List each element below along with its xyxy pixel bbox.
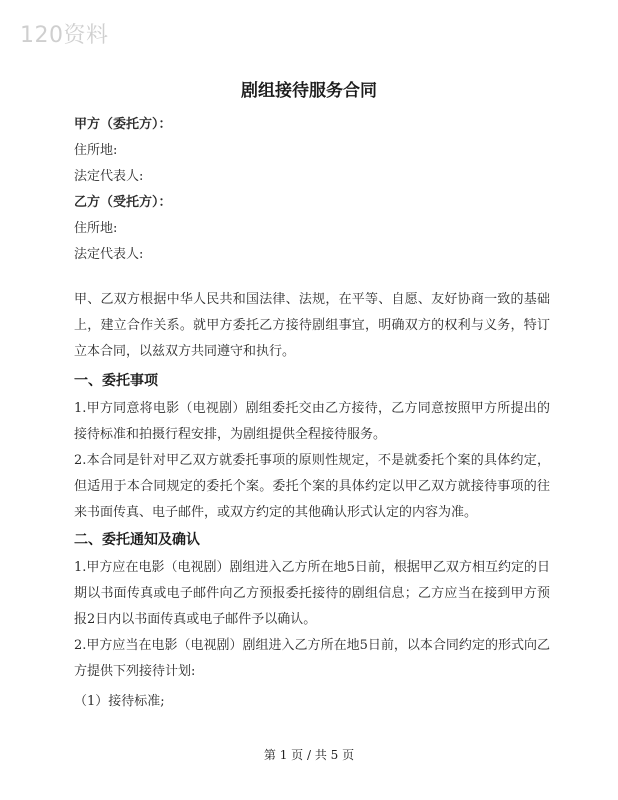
section-2-clause-2: 2.甲方应当在电影（电视剧）剧组进入乙方所在地5日前，以本合同约定的形式向乙方提供下列接待计划: <box>74 638 550 679</box>
party-b-heading: 乙方（受托方）： <box>74 195 172 210</box>
document-title: 剧组接待服务合同 <box>241 81 377 101</box>
section-2-clause-1: 1.甲方应在电影（电视剧）剧组进入乙方所在地5日前，根据甲乙双方相互约定的日期以书面传真或电子邮件向乙方预报委托接待的剧组信息；乙方应当在接到甲方预报2日内以书面传真或电子邮件予以确认。 <box>74 560 550 627</box>
party-a-representative-label: 法定代表人: <box>74 169 144 184</box>
section-2-heading: 二、委托通知及确认 <box>74 532 200 548</box>
page-footer: 第 1 页 / 共 5 页 <box>263 748 355 762</box>
intro-paragraph: 甲、乙双方根据中华人民共和国法律、法规，在平等、自愿、友好协商一致的基础上，建立合作关系。就甲方委托乙方接待剧组事宜，明确双方的权利与义务，特订立本合同，以兹双方共同遵守和执行。 <box>74 292 550 359</box>
party-a-address-label: 住所地: <box>74 143 118 158</box>
party-b-address-label: 住所地: <box>74 221 118 236</box>
section-1-clause-1: 1.甲方同意将电影（电视剧）剧组委托交由乙方接待，乙方同意按照甲方所提出的接待标准和拍摄行程安排，为剧组提供全程接待服务。 <box>74 401 550 442</box>
party-a-heading: 甲方（委托方）： <box>74 117 172 132</box>
watermark: 120资料 <box>20 23 109 48</box>
party-b-representative-label: 法定代表人: <box>74 247 144 262</box>
section-2-list-item-1: （1）接待标准; <box>74 694 165 709</box>
section-1-heading: 一、委托事项 <box>74 373 158 389</box>
section-1-clause-2: 2.本合同是针对甲乙双方就委托事项的原则性规定，不是就委托个案的具体约定，但适用于本合同规定的委托个案。委托个案的具体约定以甲乙双方就接待事项的往来书面传真、电子邮件，或双方约定的其他确认形式认定的内容为准。 <box>74 453 550 520</box>
